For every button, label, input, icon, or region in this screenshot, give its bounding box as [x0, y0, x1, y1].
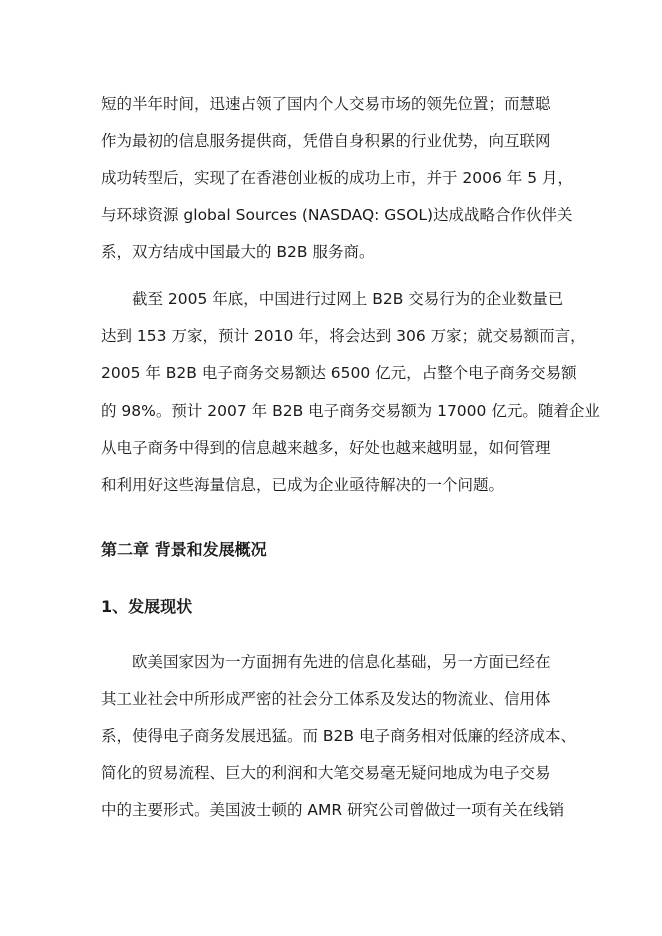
paragraph-2-line-3: 2005 年 B2B 电子商务交易额达 6500 亿元，占整个电子商务交易额 — [101, 364, 577, 382]
paragraph-1-line-2: 作为最初的信息服务提供商，凭借自身积累的行业优势，向互联网 — [101, 132, 551, 150]
paragraph-2-line-4: 的 98%。预计 2007 年 B2B 电子商务交易额为 17000 亿元。随着企业 — [101, 402, 600, 420]
paragraph-1-line-5: 系，双方结成中国最大的 B2B 服务商。 — [101, 243, 375, 261]
chapter-heading: 第二章 背景和发展概况 — [101, 540, 267, 559]
paragraph-3-line-4: 简化的贸易流程、巨大的利润和大笔交易毫无疑问地成为电子交易 — [101, 764, 551, 782]
paragraph-1-line-1: 短的半年时间，迅速占领了国内个人交易市场的领先位置；而慧聪 — [101, 95, 551, 113]
paragraph-1-line-4: 与环球资源 global Sources (NASDAQ: GSOL)达成战略合作伙伴关 — [101, 206, 573, 224]
section-heading: 1、发展现状 — [101, 597, 193, 616]
paragraph-2-line-1: 截至 2005 年底，中国进行过网上 B2B 交易行为的企业数量已 — [132, 290, 564, 308]
paragraph-3-line-3: 系，使得电子商务发展迅猛。而 B2B 电子商务相对低廉的经济成本、 — [101, 727, 576, 745]
paragraph-2-line-5: 从电子商务中得到的信息越来越多，好处也越来越明显，如何管理 — [101, 439, 551, 457]
paragraph-1-line-3: 成功转型后，实现了在香港创业板的成功上市，并于 2006 年 5 月， — [101, 169, 574, 187]
paragraph-3-line-5: 中的主要形式。美国波士顿的 AMR 研究公司曾做过一项有关在线销 — [101, 801, 565, 819]
paragraph-3-line-1: 欧美国家因为一方面拥有先进的信息化基础，另一方面已经在 — [132, 653, 551, 671]
paragraph-3-line-2: 其工业社会中所形成严密的社会分工体系及发达的物流业、信用体 — [101, 690, 551, 708]
paragraph-2-line-2: 达到 153 万家，预计 2010 年，将会达到 306 万家；就交易额而言， — [101, 327, 586, 345]
paragraph-2-line-6: 和利用好这些海量信息，已成为企业亟待解决的一个问题。 — [101, 476, 505, 494]
